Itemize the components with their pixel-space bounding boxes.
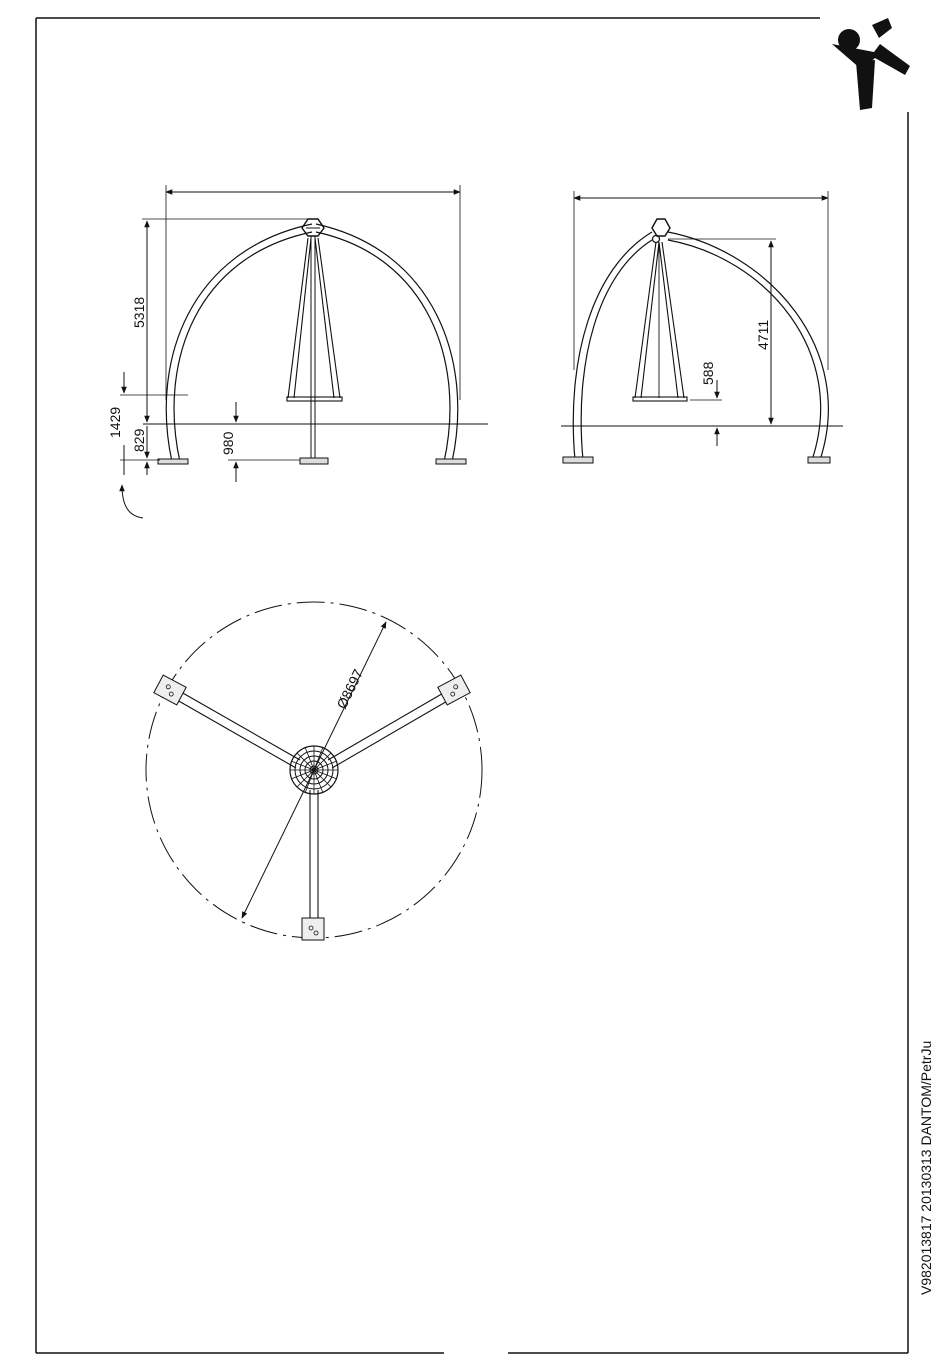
front-view — [120, 185, 488, 518]
side-view — [561, 191, 843, 463]
brand-logo-icon — [832, 18, 910, 110]
front-seat-height-label: 980 — [220, 431, 236, 455]
top-view — [146, 602, 482, 940]
top-diameter-label: Ø8697 — [333, 666, 367, 712]
side-height-label: 4711 — [755, 319, 771, 350]
document-code: V982013817 20130313 DANTOM/PetrJu — [918, 1040, 934, 1295]
front-height-left-lower-label: 829 — [131, 428, 147, 452]
front-height-left-upper-label: 1429 — [107, 406, 123, 438]
side-seat-height-label: 588 — [700, 361, 716, 385]
front-height-label: 5318 — [131, 296, 147, 328]
